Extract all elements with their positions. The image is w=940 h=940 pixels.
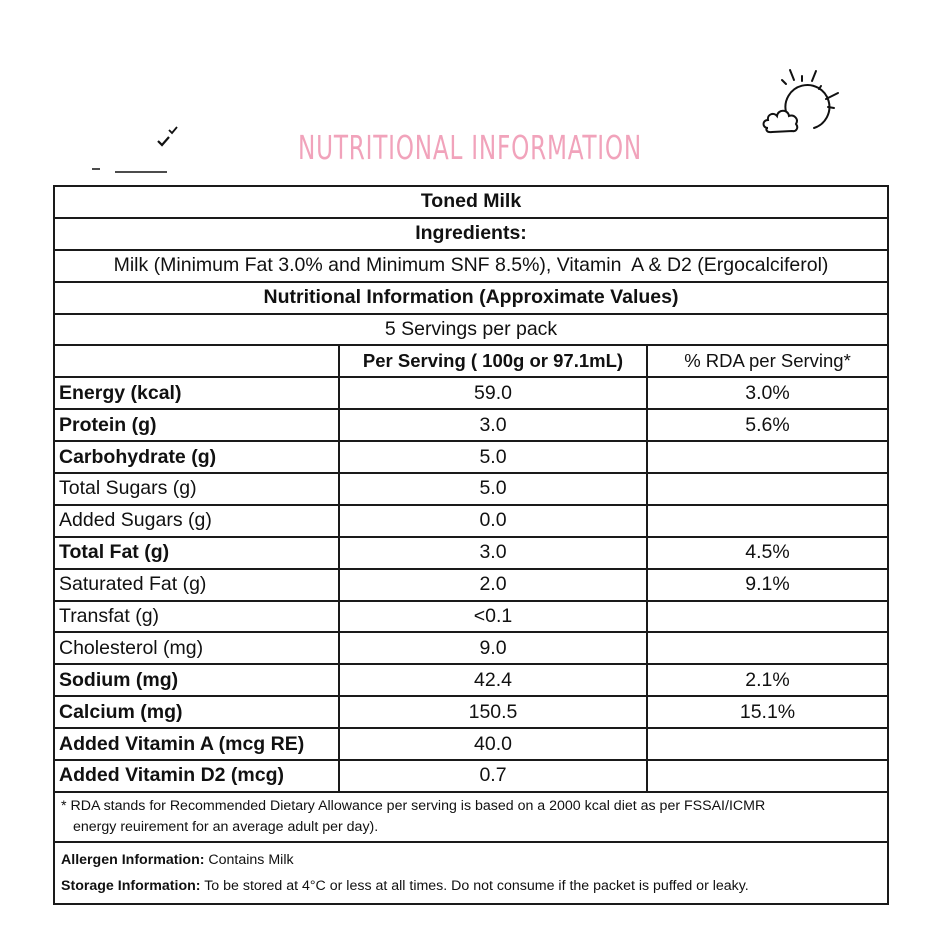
nutrient-row	[54, 664, 888, 696]
nutrient-row	[54, 537, 888, 569]
nutrient-value: <0.1	[339, 601, 647, 633]
page-title: NUTRITIONAL INFORMATION	[298, 128, 642, 167]
nutrient-row	[54, 632, 888, 664]
ingredients-label: Ingredients:	[54, 218, 888, 250]
nutrient-column-header	[54, 345, 339, 377]
nutrient-name: Total Fat (g)	[54, 537, 339, 569]
nutrient-rda	[647, 473, 888, 505]
nutrient-row	[54, 441, 888, 473]
nutrient-rda: 5.6%	[647, 409, 888, 441]
rda-footnote-line1: * RDA stands for Recommended Dietary Allowance per serving is based on a 2000 kcal diet as per FSSAI/ICMR	[61, 797, 766, 814]
nutrient-value: 5.0	[339, 473, 647, 505]
nutrient-row	[54, 760, 888, 792]
allergen-label: Allergen Information:	[61, 851, 205, 868]
nutrient-name: Energy (kcal)	[54, 377, 339, 409]
storage-label: Storage Information:	[61, 877, 201, 894]
nutrient-value: 42.4	[339, 664, 647, 696]
ingredients-text: Milk (Minimum Fat 3.0% and Minimum SNF 8.5%), Vitamin A & D2 (Ergocalciferol)	[54, 250, 888, 282]
nutrient-row	[54, 601, 888, 633]
nutrient-rda	[647, 728, 888, 760]
nutrient-value: 2.0	[339, 569, 647, 601]
nutrient-rda: 4.5%	[647, 537, 888, 569]
allergen-text: Contains Milk	[204, 851, 294, 868]
nutrient-value: 59.0	[339, 377, 647, 409]
nutrient-rda: 3.0%	[647, 377, 888, 409]
nutrient-name: Added Vitamin A (mcg RE)	[54, 728, 339, 760]
per-serving-column-header: Per Serving ( 100g or 97.1mL)	[339, 345, 647, 377]
rda-footnote	[54, 792, 888, 842]
nutrient-value: 0.7	[339, 760, 647, 792]
nutrient-value: 3.0	[339, 409, 647, 441]
nutrient-row	[54, 696, 888, 728]
nutrient-value: 150.5	[339, 696, 647, 728]
nutrient-row	[54, 377, 888, 409]
nutrient-row	[54, 409, 888, 441]
storage-info	[61, 873, 881, 899]
nutrient-name: Cholesterol (mg)	[54, 632, 339, 664]
storage-text: To be stored at 4°C or less at all times. Do not consume if the packet is puffed or leaky.	[200, 877, 749, 894]
nutrient-name: Carbohydrate (g)	[54, 441, 339, 473]
nutrient-name: Added Vitamin D2 (mcg)	[54, 760, 339, 792]
nutrient-rda	[647, 505, 888, 537]
servings-per-pack: 5 Servings per pack	[54, 314, 888, 346]
nutrient-name: Added Sugars (g)	[54, 505, 339, 537]
nutrient-value: 0.0	[339, 505, 647, 537]
nutrient-row	[54, 728, 888, 760]
rda-footnote-line2: energy reuirement for an average adult per day).	[73, 818, 379, 835]
nutrient-name: Protein (g)	[54, 409, 339, 441]
nutrition-table	[53, 185, 887, 905]
nutrient-name: Sodium (mg)	[54, 664, 339, 696]
nutrient-rda	[647, 760, 888, 792]
rda-footnote-row	[54, 792, 888, 842]
allergen-storage-row	[54, 842, 888, 904]
nutrient-rda: 15.1%	[647, 696, 888, 728]
nutrition-heading: Nutritional Information (Approximate Values)	[54, 282, 888, 314]
nutrient-rda	[647, 441, 888, 473]
nutrient-value: 5.0	[339, 441, 647, 473]
nutrient-value: 3.0	[339, 537, 647, 569]
allergen-info	[61, 847, 881, 873]
nutrient-rda	[647, 632, 888, 664]
nutrient-name: Transfat (g)	[54, 601, 339, 633]
nutrient-rda: 9.1%	[647, 569, 888, 601]
nutrient-rda: 2.1%	[647, 664, 888, 696]
nutrient-name: Total Sugars (g)	[54, 473, 339, 505]
nutrient-row	[54, 505, 888, 537]
nutrient-name: Saturated Fat (g)	[54, 569, 339, 601]
nutrient-value: 40.0	[339, 728, 647, 760]
column-header-row	[54, 345, 888, 377]
nutrient-row	[54, 473, 888, 505]
rda-column-header: % RDA per Serving*	[647, 345, 888, 377]
sun-with-cloud-icon	[756, 62, 846, 137]
nutrient-name: Calcium (mg)	[54, 696, 339, 728]
nutrient-row	[54, 569, 888, 601]
nutrient-value: 9.0	[339, 632, 647, 664]
product-name: Toned Milk	[54, 186, 888, 218]
nutrient-rda	[647, 601, 888, 633]
